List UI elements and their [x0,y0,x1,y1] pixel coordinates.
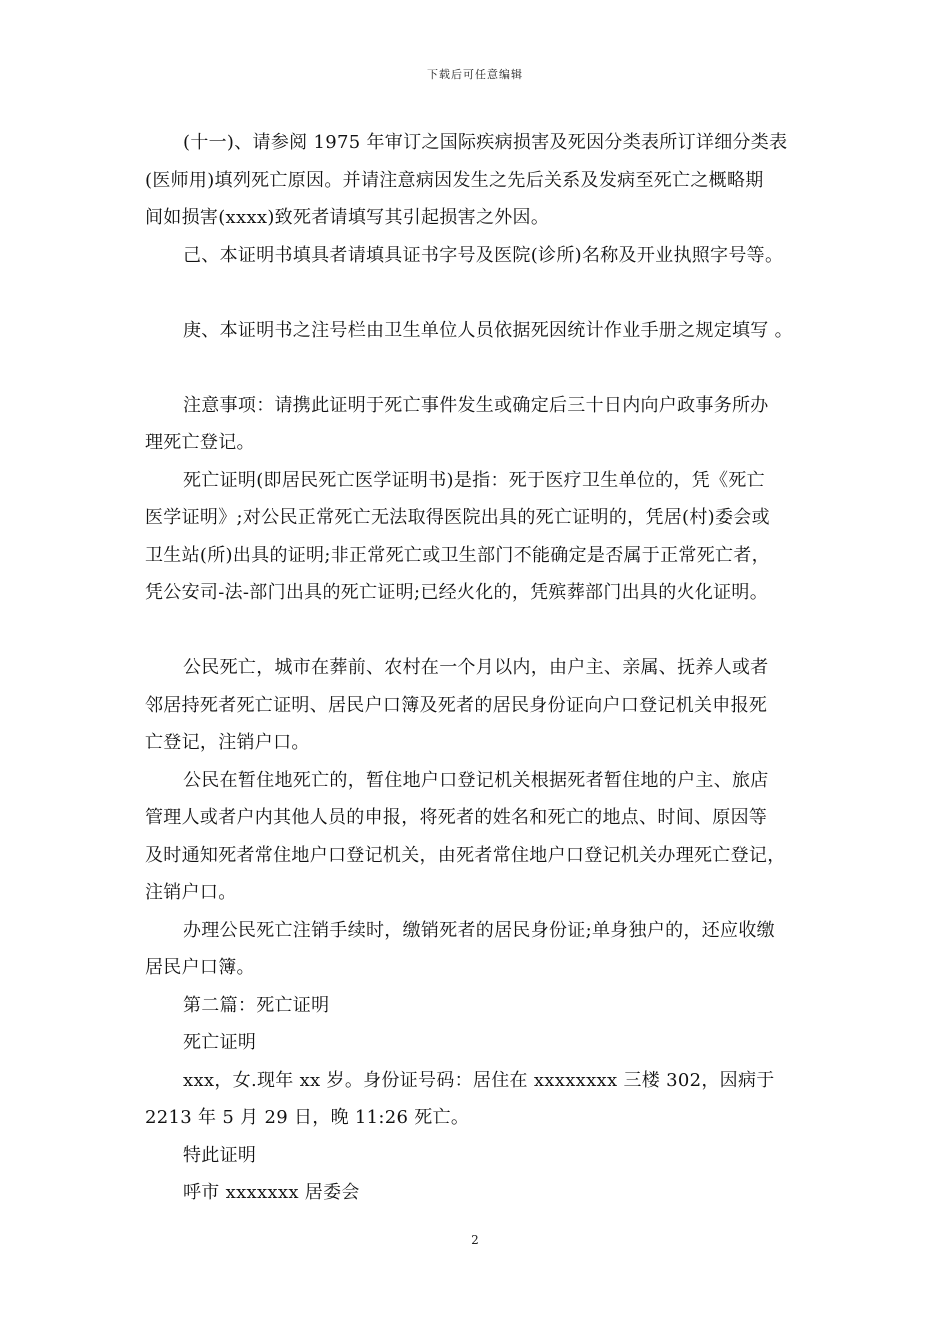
paragraph-line: 理死亡登记。 [145,432,255,453]
paragraph-line: 公民在暂住地死亡的，暂住地户口登记机关根据死者暂住地的户主、旅店 [183,769,769,791]
certificate-title: 死亡证明 [183,1032,257,1053]
paragraph-line: 公民死亡，城市在葬前、农村在一个月以内，由户主、亲属、抚养人或者 [183,657,769,678]
paragraph-line: 及时通知死者常住地户口登记机关，由死者常住地户口登记机关办理死亡登记， [145,844,786,866]
paragraph-line: 卫生站(所)出具的证明;非正常死亡或卫生部门不能确定是否属于正常死亡者， [145,544,770,566]
paragraph-line: 2213 年 5 月 29 日，晚 11:26 死亡。 [145,1107,470,1128]
paragraph-line: 亡登记，注销户口。 [145,732,310,753]
section-heading: 第二篇：死亡证明 [183,994,330,1016]
paragraph-line: 医学证明》;对公民正常死亡无法取得医院出具的死亡证明的，凭居(村)委会或 [145,507,770,528]
paragraph-line: (十一)、请参阅 1975 年审订之国际疾病损害及死因分类表所订详细分类表 [183,132,788,153]
paragraph-line: 注意事项：请携此证明于死亡事件发生或确定后三十日内向户政事务所办 [183,394,769,416]
paragraph-line: 办理公民死亡注销手续时，缴销死者的居民身份证;单身独户的，还应收缴 [183,919,775,941]
paragraph-line: 管理人或者户内其他人员的申报，将死者的姓名和死亡的地点、时间、原因等 [145,807,768,828]
paragraph-line: 凭公安司-法-部门出具的死亡证明;已经火化的，凭殡葬部门出具的火化证明。 [145,582,769,603]
paragraph-line: xxx，女.现年 xx 岁。身份证号码：居住在 xxxxxxxx 三楼 302，因病于 [183,1069,775,1091]
paragraph-line: 邻居持死者死亡证明、居民户口簿及死者的居民身份证向户口登记机关申报死 [145,694,768,716]
spacer [145,274,825,312]
paragraph-line: 庚、本证明书之注号栏由卫生单位人员依据死因统计作业手册之规定填写 。 [183,319,793,341]
paragraph-line: 间如损害(xxxx)致死者请填写其引起损害之外因。 [145,207,550,228]
issuer-signature: 呼市 xxxxxxx 居委会 [183,1182,360,1203]
paragraph-line: 己、本证明书填具者请填具证书字号及医院(诊所)名称及开业执照字号等。 [183,244,784,266]
paragraph-line: 注销户口。 [145,882,237,903]
closing-statement: 特此证明 [183,1144,257,1166]
page-header: 下载后可任意编辑 [427,68,523,81]
paragraph-line: 死亡证明(即居民死亡医学证明书)是指：死于医疗卫生单位的，凭《死亡 [183,469,765,491]
page-number: 2 [471,1233,479,1247]
spacer [145,612,825,650]
spacer [145,349,825,387]
document-body [145,124,825,1212]
paragraph-line: 居民户口簿。 [145,957,255,978]
paragraph-line: (医师用)填列死亡原因。并请注意病因发生之先后关系及发病至死亡之概略期 [145,169,764,191]
